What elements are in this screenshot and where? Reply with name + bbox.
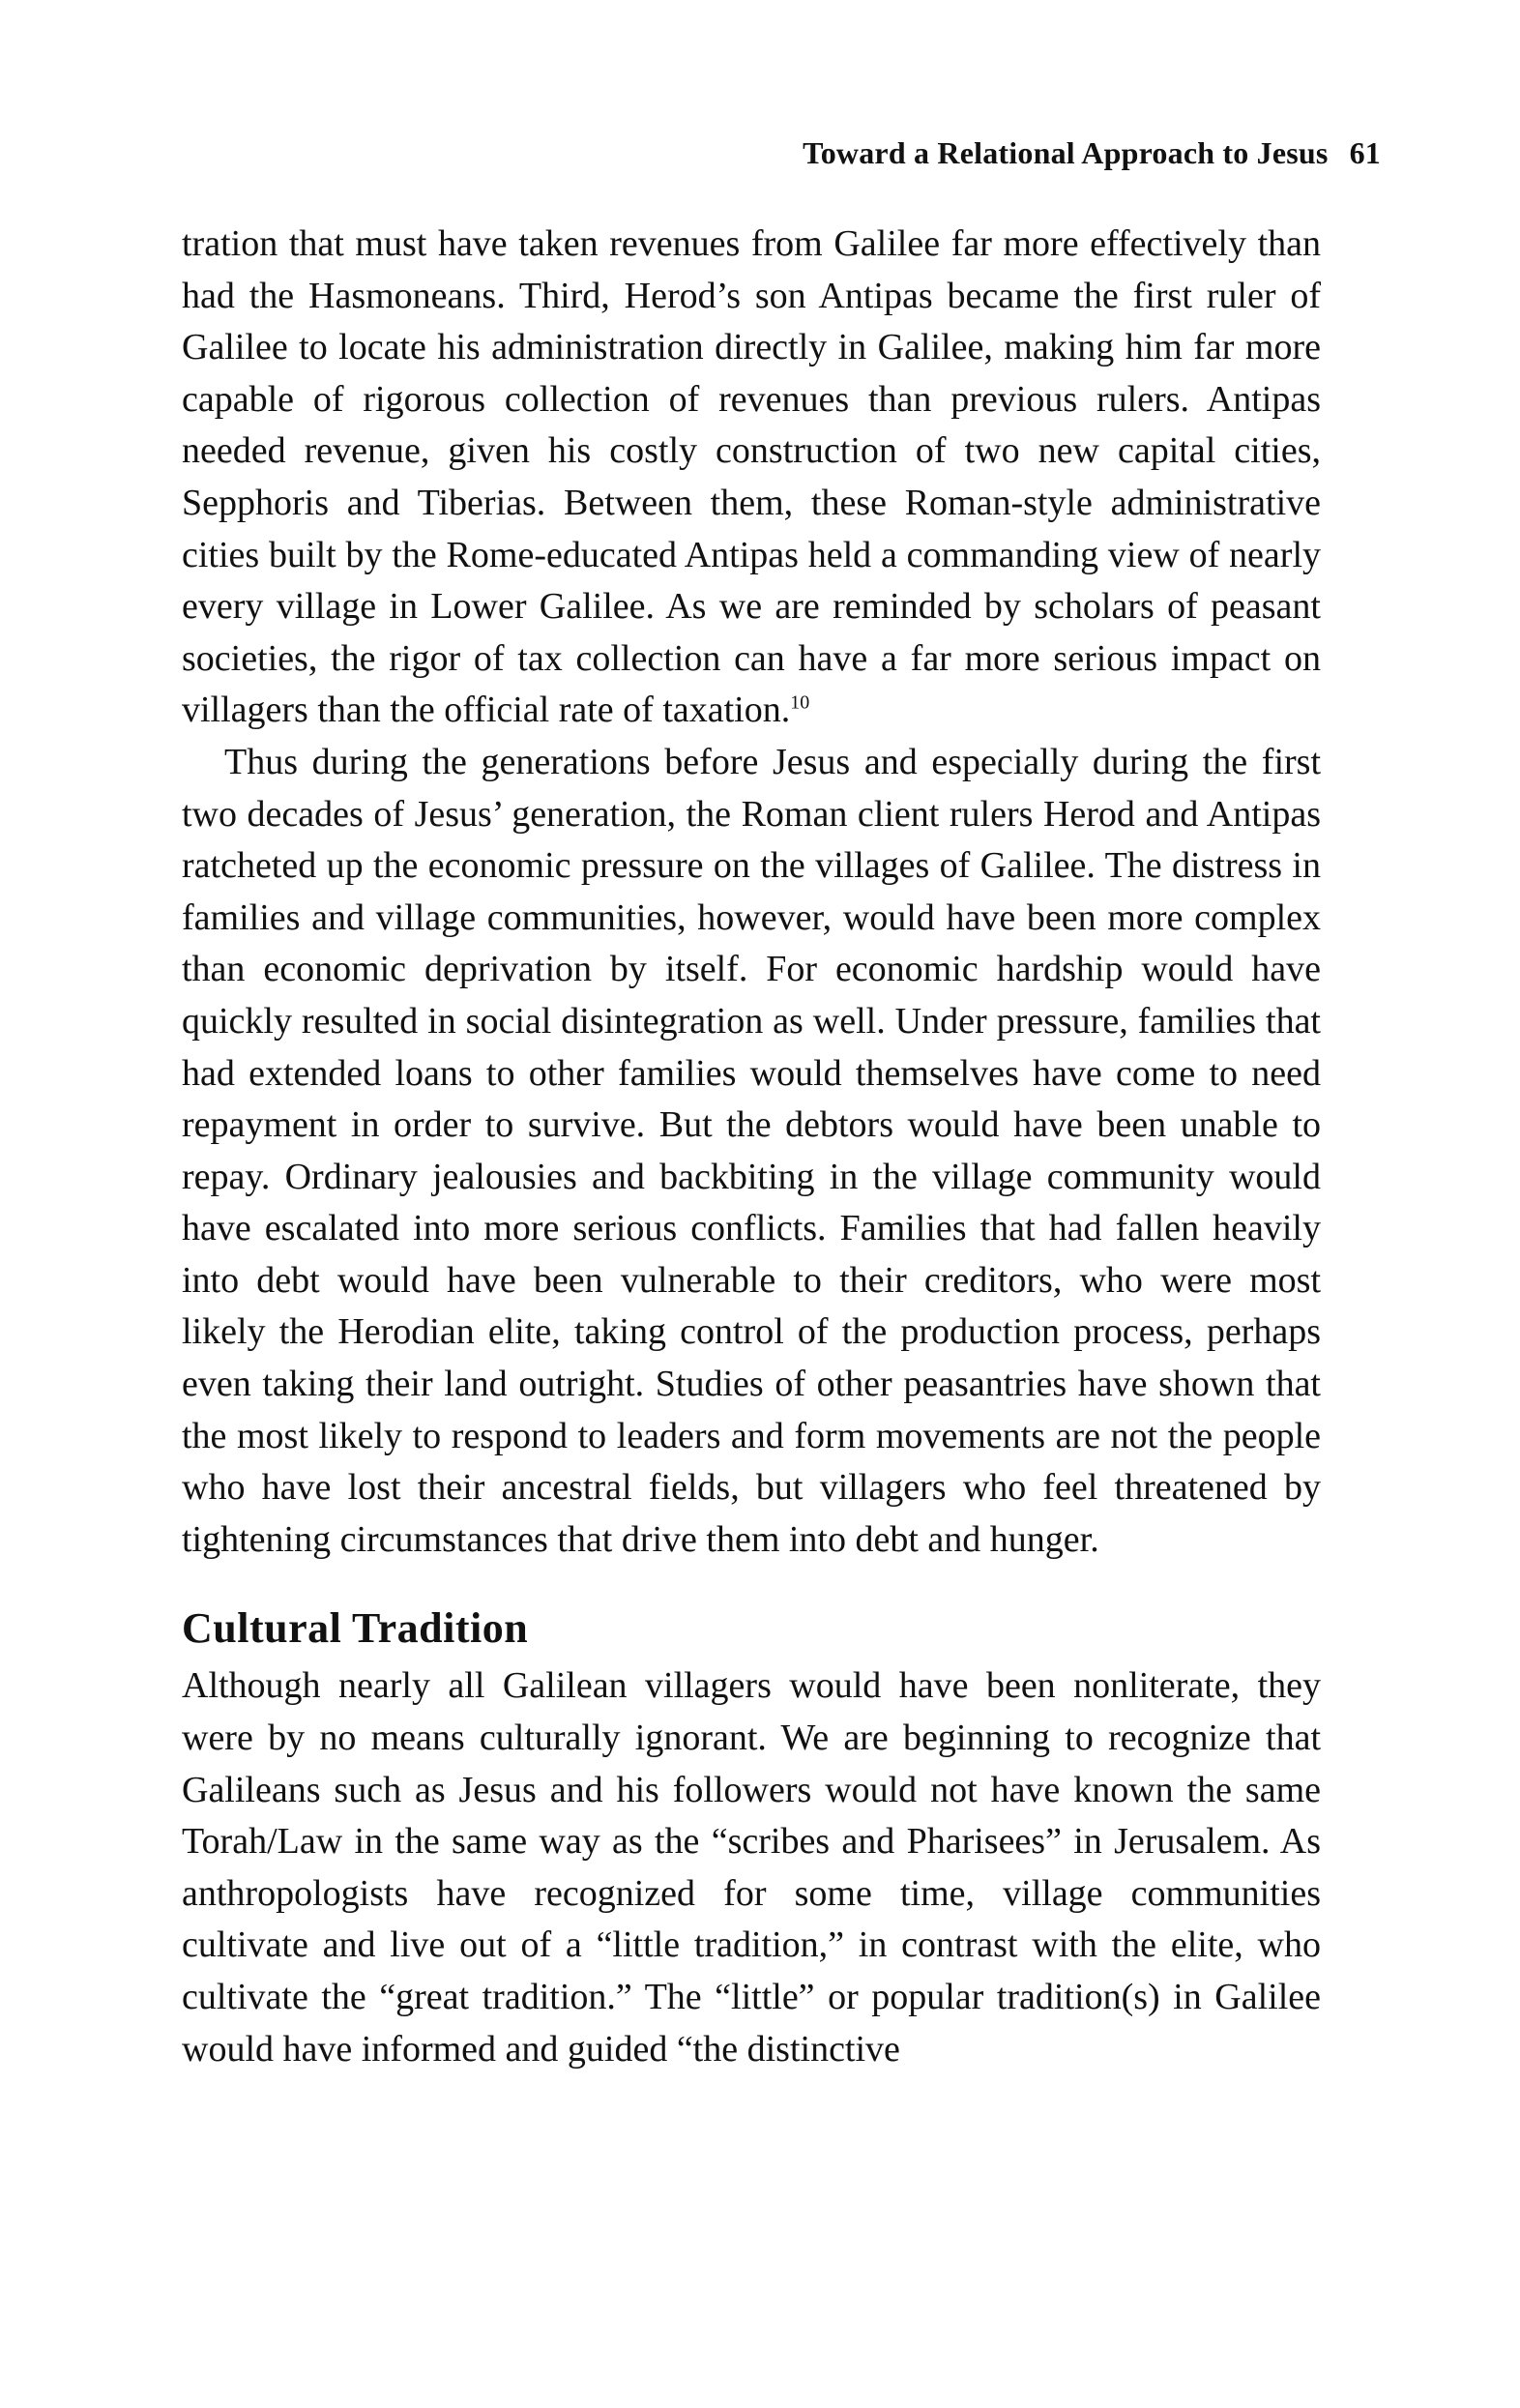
body-text [182,219,1321,2075]
section-heading: Cultural Tradition [182,1604,529,1653]
running-head [182,135,1381,171]
paragraph [182,219,1321,737]
footnote-reference: 10 [790,691,810,714]
page-number: 61 [1349,135,1381,170]
running-head-title: Toward a Relational Approach to Jesus [803,135,1329,170]
paragraph: Although nearly all Galilean villagers would have been nonliterate, they were by no means culturally ignorant. We are beginning to recognize that Galileans such as Jesus and his followers would not have known the same Torah/Law in the same way as the “scribes and Pharisees” in Jerusalem. As anthropologists have recognized for some time, village communities cultivate and live out of a “little tradition,” in contrast with the elite, who cultivate the “great tradition.” The “little” or popular tradition(s) in Galilee would have informed and guided “the distinctive [182,1665,1321,2070]
paragraph: Thus during the generations before Jesus and especially during the first two decades of Jesus’ generation, the Roman client rulers Herod and Antipas ratcheted up the economic pressure on the villages of Galilee. The distress in families and village communities, however, would have been more complex than economic deprivation by itself. For economic hardship would have quickly resulted in social disintegration as well. Under pressure, families that had extended loans to other families would themselves have come to need repayment in order to survive. But the debtors would have been unable to repay. Ordinary jealousies and backbiting in the village community would have escalated into more serious conflicts. Families that had fallen heavily into debt would have been vulnerable to their creditors, who were most likely the Herodian elite, taking control of the production process, perhaps even taking their land outright. Studies of other peasantries have shown that the most likely to respond to leaders and form movements are not the people who have lost their ancestral fields, but villagers who feel threatened by tightening circumstances that drive them into debt and hunger. [182,741,1321,1560]
paragraph-text: tration that must have taken revenues from Galilee far more effectively than had the Hasmoneans. Third, Herod’s son Antipas became the first ruler of Galilee to locate his administration directly in Galilee, making him far more capable of rigorous collection of revenues than previous rulers. Antipas needed revenue, given his costly construction of two new capital cities, Sepphoris and Tiberias. Between them, these Roman-style administrative cities built by the Rome-educated Antipas held a commanding view of nearly every village in Lower Galilee. As we are reminded by scholars of peasant societies, the rigor of tax collection can have a far more serious impact on villagers than the official rate of taxation. [182,223,1321,731]
